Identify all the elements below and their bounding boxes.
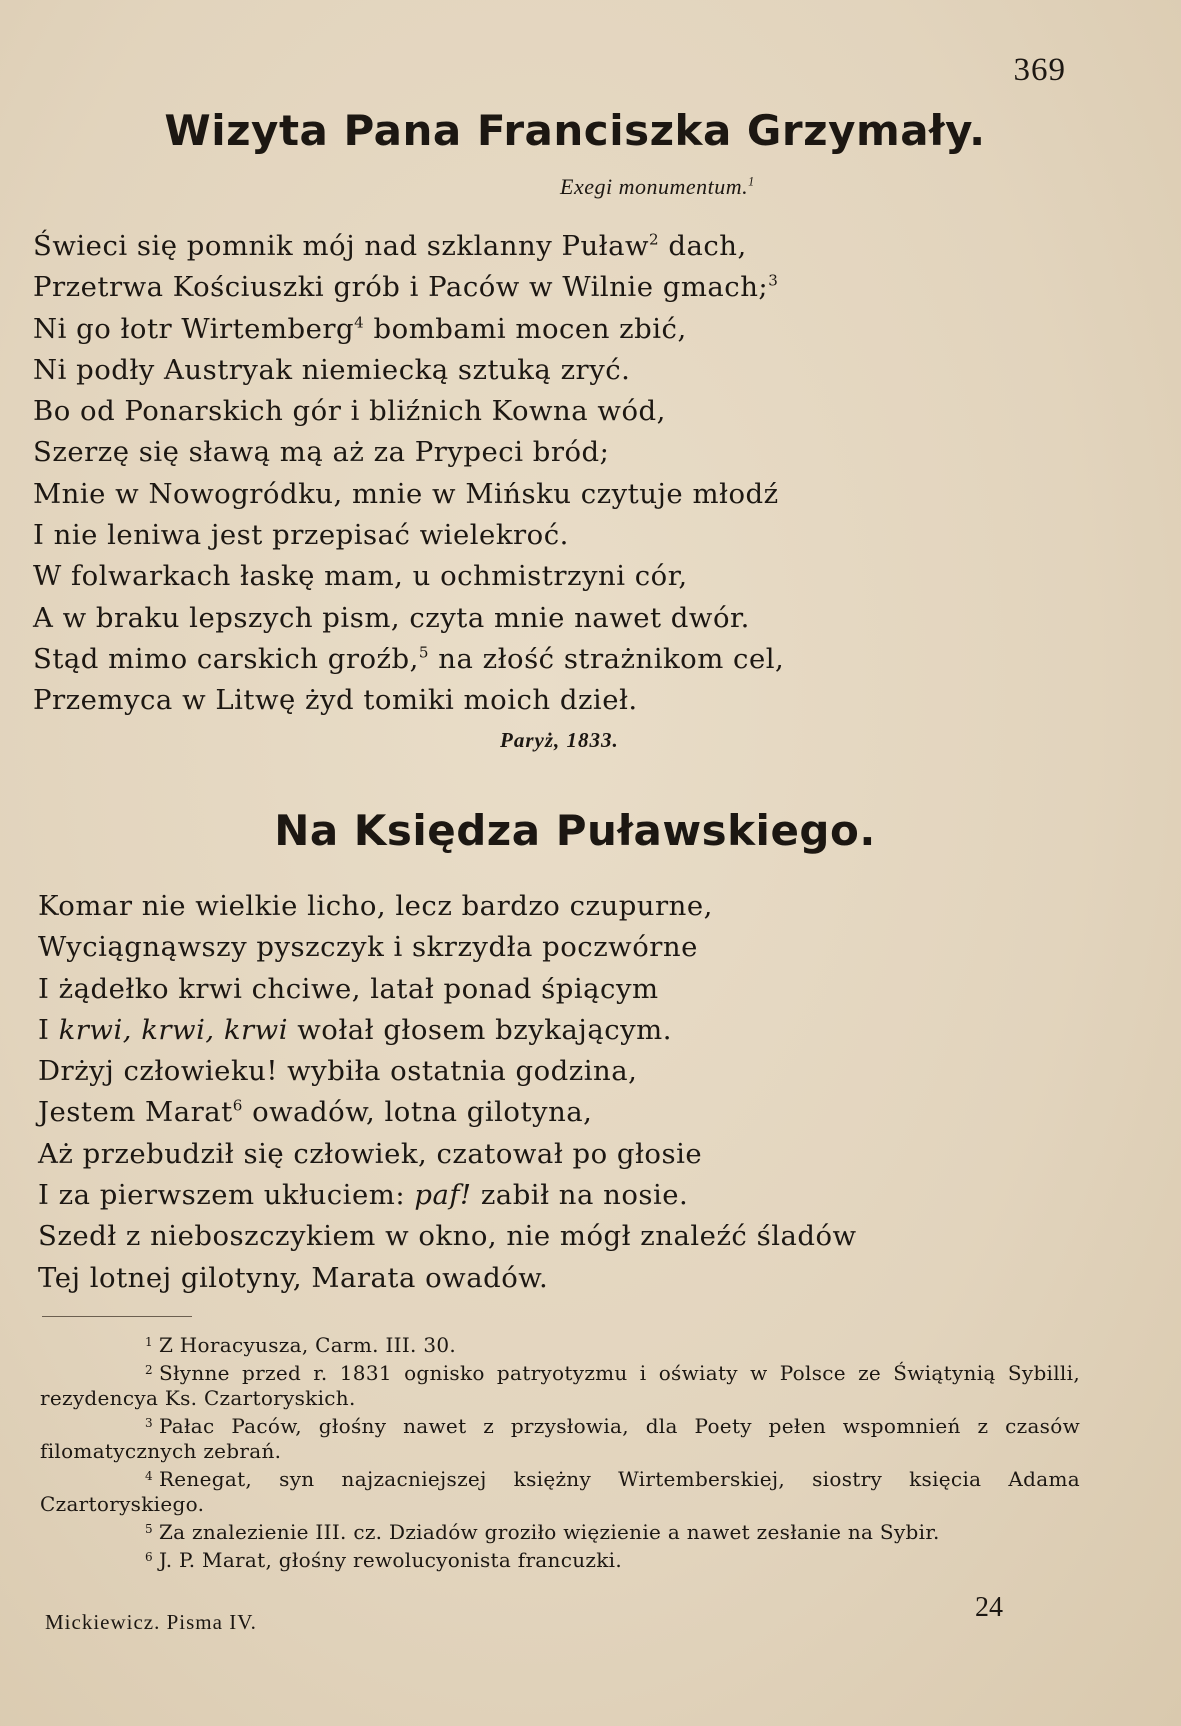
verse-line <box>33 267 784 308</box>
verse-text-continued: dach, <box>659 230 747 262</box>
footnote <box>40 1517 1080 1545</box>
footnote-number: 3 <box>145 1416 153 1430</box>
verse-line <box>33 391 784 432</box>
footnote-number: 2 <box>145 1363 153 1377</box>
footnote-divider <box>42 1316 192 1317</box>
verse-text: Przemyca w Litwę żyd tomiki moich dzieł. <box>33 684 638 717</box>
verse-text: W folwarkach łaskę mam, u ochmistrzyni cór, <box>33 560 688 593</box>
footer-author-volume: Mickiewicz. Pisma IV. <box>45 1610 257 1634</box>
verse-text: Wyciągnąwszy pyszczyk i skrzydła poczwórne <box>38 931 698 964</box>
verse-text: Aż przebudził się człowiek, czatował po głosie <box>38 1137 703 1170</box>
footnote-text: Za znalezienie III. cz. Dziadów groziło więzienie a nawet zesłanie na Sybir. <box>158 1520 940 1544</box>
footnotes <box>40 1330 1080 1573</box>
verse-text-continued: wołał głosem bzykającym. <box>288 1013 672 1046</box>
verse-text: I <box>38 1013 59 1046</box>
place-date: Paryż, 1833. <box>500 728 619 752</box>
verse-text-continued: na złość strażnikom cel, <box>429 642 785 675</box>
verse-italic: paf! <box>414 1179 472 1212</box>
verse-line <box>38 927 857 968</box>
verse-line <box>33 515 784 556</box>
epigraph <box>560 174 755 200</box>
verse-text: I za pierwszem ukłuciem: <box>38 1179 415 1212</box>
verse-line <box>33 350 784 391</box>
footnote <box>40 1330 1080 1358</box>
footnote <box>40 1464 1080 1517</box>
footnote-ref: 4 <box>354 313 365 332</box>
signature-mark: 24 <box>975 1592 1003 1623</box>
verse-line <box>33 680 784 721</box>
verse-line <box>33 226 784 267</box>
verse-text: Szedł z nieboszczykiem w okno, nie mógł znaleźć śladów <box>38 1220 857 1253</box>
verse-line <box>38 1134 857 1175</box>
footnote-text: Pałac Paców, głośny nawet z przysłowia, dla Poety pełen wspomnień z czasów filomatycznych zebrań. <box>40 1414 1080 1463</box>
verse-line <box>33 309 784 350</box>
verse-text: Przetrwa Kościuszki grób i Paców w Wilnie gmach; <box>33 271 769 304</box>
verse-line <box>33 556 784 597</box>
footnote-number: 1 <box>145 1335 153 1349</box>
verse-line <box>33 432 784 473</box>
poem1-title: Wizyta Pana Franciszka Grzymały. <box>164 106 986 155</box>
verse-line <box>38 1051 857 1092</box>
footnote-ref: 2 <box>649 230 660 249</box>
verse-line <box>38 1216 857 1257</box>
verse-text: Tej lotnej gilotyny, Marata owadów. <box>38 1261 549 1294</box>
poem1-verses <box>33 226 784 722</box>
verse-text: Komar nie wielkie licho, lecz bardzo czupurne, <box>38 890 713 922</box>
footnote-number: 5 <box>145 1522 153 1536</box>
footnote-ref: 6 <box>232 1096 243 1115</box>
verse-text: Bo od Ponarskich gór i bliźnich Kowna wód, <box>33 395 666 428</box>
verse-text-continued: zabił na nosie. <box>471 1179 689 1212</box>
verse-line <box>38 1175 857 1216</box>
verse-text: Jestem Marat <box>38 1096 233 1129</box>
epigraph-text: Exegi monumentum. <box>560 174 749 199</box>
verse-line <box>33 474 784 515</box>
verse-text: Świeci się pomnik mój nad szklanny Puław <box>33 230 650 262</box>
verse-text: I żądełko krwi chciwe, latał ponad śpiącym <box>38 972 659 1005</box>
verse-text: A w braku lepszych pism, czyta mnie nawet dwór. <box>33 601 750 634</box>
poem2-title: Na Księdza Puławskiego. <box>274 806 876 855</box>
verse-text: Mnie w Nowogródku, mnie w Mińsku czytuje młodź <box>33 477 779 510</box>
verse-text: Szerzę się sławą mą aż za Prypeci bród; <box>33 436 610 469</box>
verse-text: Stąd mimo carskich groźb, <box>33 642 419 675</box>
footnote-text: Renegat, syn najzacniejszej księżny Wirtemberskiej, siostry księcia Adama Czartoryskiego. <box>40 1467 1080 1516</box>
verse-line <box>38 1010 857 1051</box>
poem2-verses <box>38 886 857 1299</box>
footnote-text: Z Horacyusza, Carm. III. 30. <box>158 1333 457 1357</box>
footnote <box>40 1358 1080 1411</box>
verse-line <box>38 1092 857 1133</box>
footnote-text: Słynne przed r. 1831 ognisko patryotyzmu i oświaty w Polsce ze Świątynią Sybilli, rezydencya Ks. Czartoryskich. <box>40 1361 1080 1410</box>
verse-text-continued: owadów, lotna gilotyna, <box>242 1096 593 1129</box>
verse-line <box>38 1258 857 1299</box>
verse-line <box>38 886 857 927</box>
epigraph-ref: 1 <box>748 174 755 189</box>
verse-text-continued: bombami mocen zbić, <box>364 312 687 345</box>
verse-line <box>38 969 857 1010</box>
verse-line <box>33 598 784 639</box>
verse-text: Ni go łotr Wirtemberg <box>33 312 355 345</box>
footnote <box>40 1411 1080 1464</box>
verse-line <box>33 639 784 680</box>
footnote-ref: 3 <box>768 271 779 290</box>
page-number: 369 <box>1013 52 1066 88</box>
footnote-text: J. P. Marat, głośny rewolucyonista francuzki. <box>158 1548 622 1572</box>
verse-text: Drżyj człowieku! wybiła ostatnia godzina, <box>38 1055 638 1088</box>
footnote-number: 6 <box>145 1550 153 1564</box>
footnote-number: 4 <box>145 1469 153 1483</box>
verse-text: I nie leniwa jest przepisać wielekroć. <box>33 519 569 552</box>
footnote-ref: 5 <box>418 643 430 662</box>
footnote <box>40 1545 1080 1573</box>
verse-italic: krwi, krwi, krwi <box>58 1013 289 1046</box>
verse-text: Ni podły Austryak niemiecką sztuką zryć. <box>33 353 631 386</box>
